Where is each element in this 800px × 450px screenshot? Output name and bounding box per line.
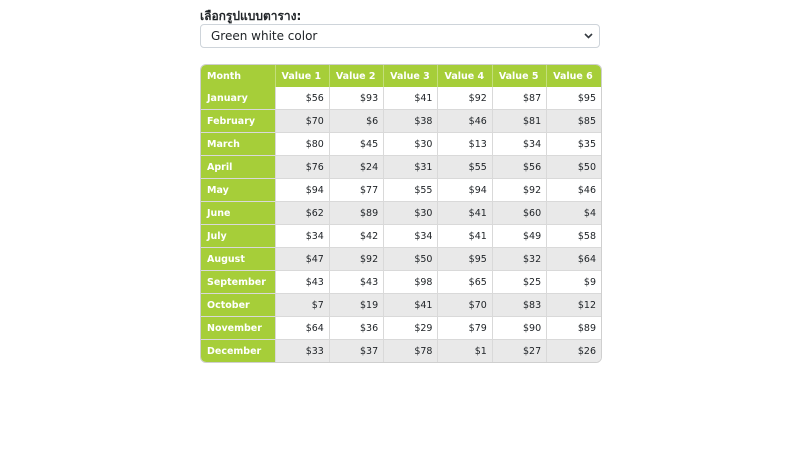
value-cell: $58 [547, 225, 601, 248]
value-cell: $38 [384, 110, 438, 133]
value-cell: $62 [275, 202, 329, 225]
month-cell: July [201, 225, 275, 248]
table-row [201, 156, 601, 179]
column-header-month: Month [201, 65, 275, 87]
table-style-label: เลือกรูปแบบตาราง: [200, 9, 302, 23]
value-cell: $85 [547, 110, 601, 133]
value-cell: $43 [275, 271, 329, 294]
value-cell: $6 [329, 110, 383, 133]
value-cell: $12 [547, 294, 601, 317]
value-cell: $41 [384, 294, 438, 317]
month-cell: October [201, 294, 275, 317]
value-cell: $92 [492, 179, 546, 202]
value-cell: $76 [275, 156, 329, 179]
table-header-row [201, 65, 601, 87]
column-header-value-3: Value 3 [384, 65, 438, 87]
value-cell: $56 [492, 156, 546, 179]
value-cell: $94 [275, 179, 329, 202]
value-cell: $9 [547, 271, 601, 294]
table-style-selected-value: Green white color [211, 29, 318, 43]
month-cell: June [201, 202, 275, 225]
value-cell: $42 [329, 225, 383, 248]
value-cell: $65 [438, 271, 492, 294]
value-cell: $41 [438, 225, 492, 248]
chevron-down-icon [583, 31, 593, 41]
value-cell: $7 [275, 294, 329, 317]
month-cell: March [201, 133, 275, 156]
value-cell: $35 [547, 133, 601, 156]
column-header-value-5: Value 5 [492, 65, 546, 87]
table-row [201, 179, 601, 202]
month-cell: January [201, 87, 275, 110]
value-cell: $46 [547, 179, 601, 202]
value-cell: $30 [384, 133, 438, 156]
value-cell: $45 [329, 133, 383, 156]
value-cell: $64 [547, 248, 601, 271]
column-header-value-6: Value 6 [547, 65, 601, 87]
value-cell: $34 [275, 225, 329, 248]
value-cell: $70 [275, 110, 329, 133]
value-cell: $24 [329, 156, 383, 179]
value-cell: $78 [384, 340, 438, 363]
value-cell: $31 [384, 156, 438, 179]
value-cell: $29 [384, 317, 438, 340]
table-row [201, 271, 601, 294]
value-cell: $37 [329, 340, 383, 363]
value-cell: $25 [492, 271, 546, 294]
value-cell: $95 [438, 248, 492, 271]
value-cell: $34 [492, 133, 546, 156]
table-row [201, 87, 601, 110]
value-cell: $79 [438, 317, 492, 340]
month-cell: September [201, 271, 275, 294]
value-cell: $50 [384, 248, 438, 271]
value-cell: $56 [275, 87, 329, 110]
table-style-form [200, 8, 600, 363]
table-row [201, 340, 601, 363]
value-cell: $95 [547, 87, 601, 110]
value-cell: $77 [329, 179, 383, 202]
column-header-value-4: Value 4 [438, 65, 492, 87]
table-row [201, 110, 601, 133]
value-cell: $89 [547, 317, 601, 340]
month-cell: April [201, 156, 275, 179]
value-cell: $13 [438, 133, 492, 156]
value-cell: $94 [438, 179, 492, 202]
table-row [201, 133, 601, 156]
value-cell: $80 [275, 133, 329, 156]
column-header-value-1: Value 1 [275, 65, 329, 87]
data-table [201, 65, 601, 362]
month-cell: December [201, 340, 275, 363]
table-style-select[interactable] [200, 24, 600, 48]
value-cell: $90 [492, 317, 546, 340]
value-cell: $30 [384, 202, 438, 225]
value-cell: $1 [438, 340, 492, 363]
value-cell: $70 [438, 294, 492, 317]
value-cell: $64 [275, 317, 329, 340]
value-cell: $50 [547, 156, 601, 179]
value-cell: $33 [275, 340, 329, 363]
value-cell: $55 [384, 179, 438, 202]
value-cell: $60 [492, 202, 546, 225]
value-cell: $92 [329, 248, 383, 271]
month-cell: May [201, 179, 275, 202]
table-row [201, 202, 601, 225]
value-cell: $87 [492, 87, 546, 110]
data-table-container [200, 64, 602, 363]
value-cell: $55 [438, 156, 492, 179]
value-cell: $19 [329, 294, 383, 317]
value-cell: $81 [492, 110, 546, 133]
table-row [201, 317, 601, 340]
value-cell: $98 [384, 271, 438, 294]
month-cell: August [201, 248, 275, 271]
table-row [201, 294, 601, 317]
month-cell: February [201, 110, 275, 133]
value-cell: $26 [547, 340, 601, 363]
value-cell: $49 [492, 225, 546, 248]
value-cell: $83 [492, 294, 546, 317]
value-cell: $27 [492, 340, 546, 363]
value-cell: $34 [384, 225, 438, 248]
value-cell: $92 [438, 87, 492, 110]
table-row [201, 225, 601, 248]
value-cell: $89 [329, 202, 383, 225]
value-cell: $32 [492, 248, 546, 271]
value-cell: $46 [438, 110, 492, 133]
value-cell: $36 [329, 317, 383, 340]
table-row [201, 248, 601, 271]
value-cell: $41 [384, 87, 438, 110]
month-cell: November [201, 317, 275, 340]
value-cell: $41 [438, 202, 492, 225]
value-cell: $43 [329, 271, 383, 294]
value-cell: $4 [547, 202, 601, 225]
value-cell: $93 [329, 87, 383, 110]
column-header-value-2: Value 2 [329, 65, 383, 87]
value-cell: $47 [275, 248, 329, 271]
